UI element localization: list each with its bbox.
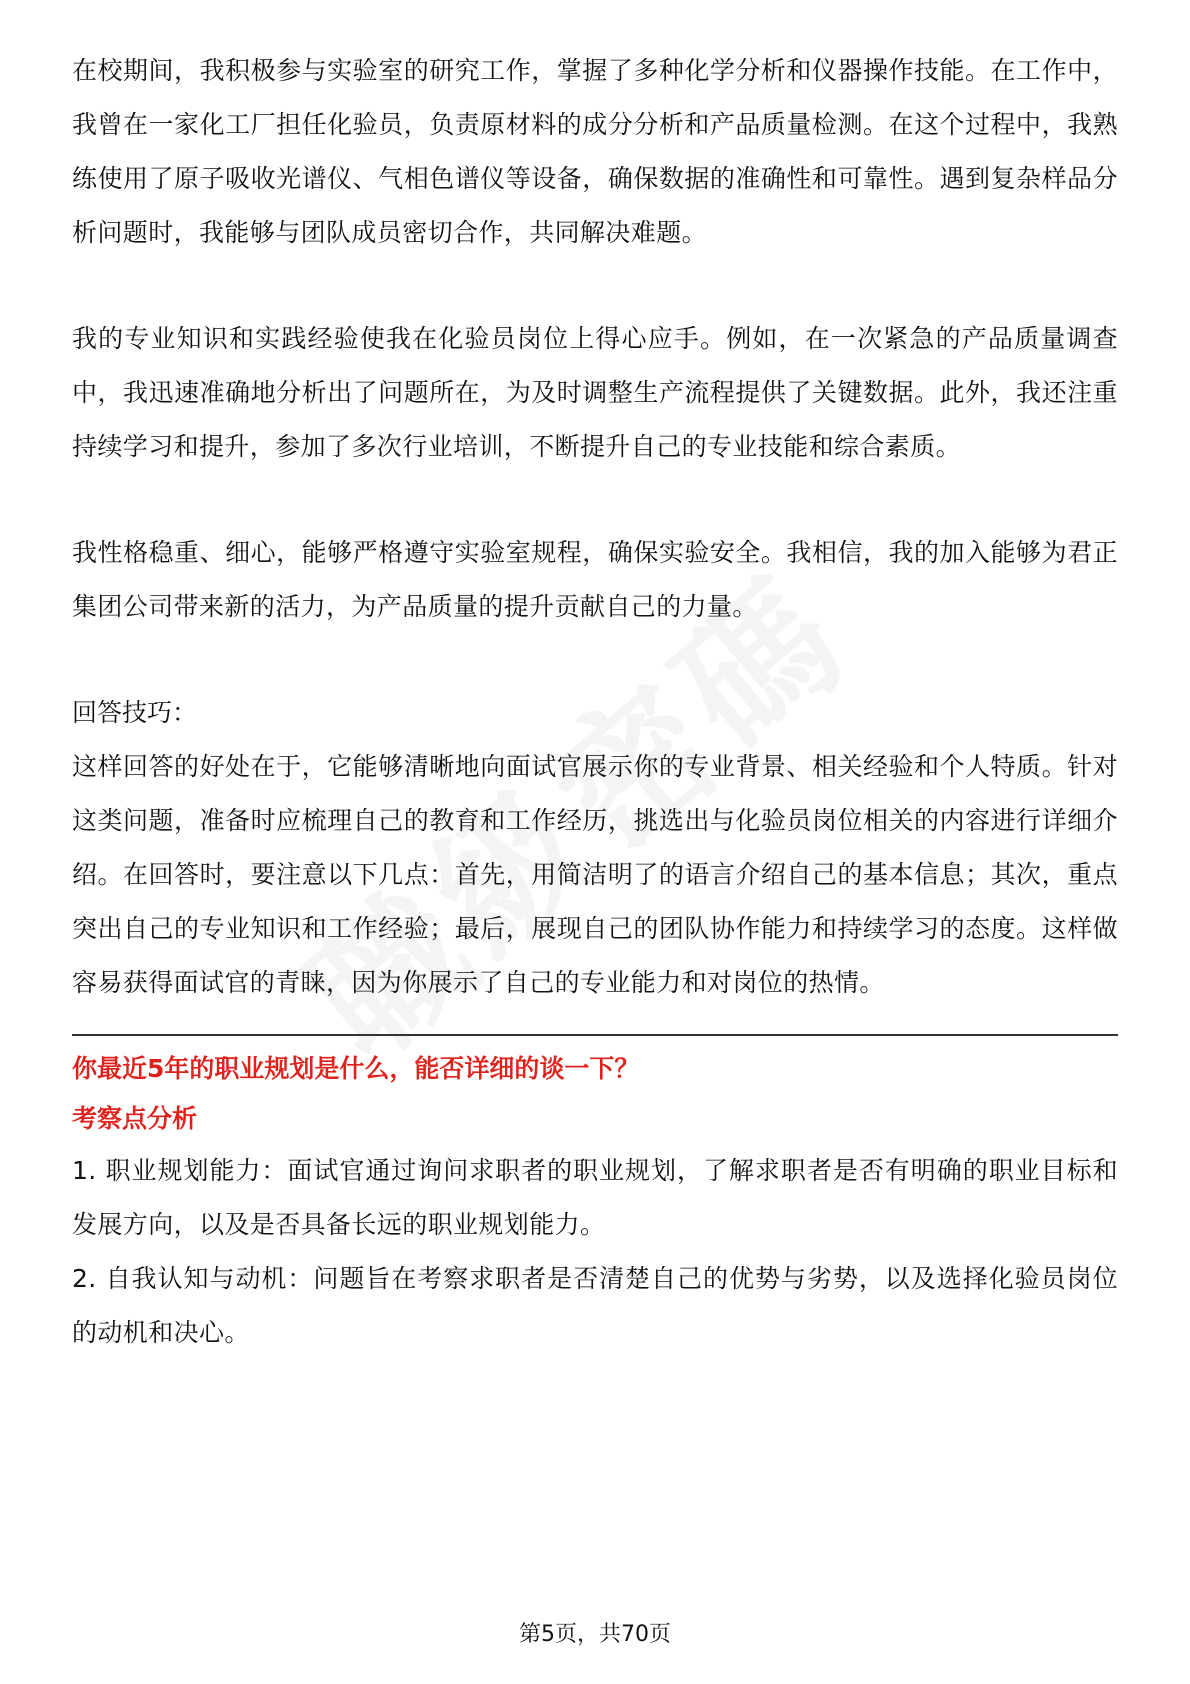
spacer (72, 260, 1118, 312)
answer-paragraph-3: 我性格稳重、细心，能够严格遵守实验室规程，确保实验安全。我相信，我的加入能够为君正集团公司带来新的活力，为产品质量的提升贡献自己的力量。 (72, 538, 1118, 621)
answer-paragraph-2: 我的专业知识和实践经验使我在化验员岗位上得心应手。例如，在一次紧急的产品质量调查中，我迅速准确地分析出了问题所在，为及时调整生产流程提供了关键数据。此外，我还注重持续学习和提升，参加了多次行业培训，不断提升自己的专业技能和综合素质。 (72, 324, 1118, 461)
answer-paragraph-1: 在校期间，我积极参与实验室的研究工作，掌握了多种化学分析和仪器操作技能。在工作中，我曾在一家化工厂担任化验员，负责原材料的成分分析和产品质量检测。在这个过程中，我熟练使用了原子吸收光谱仪、气相色谱仪等设备，确保数据的准确性和可靠性。遇到复杂样品分析问题时，我能够与团队成员密切合作，共同解决难题。 (72, 56, 1118, 247)
analysis-point-1: 1. 职业规划能力：面试官通过询问求职者的职业规划，了解求职者是否有明确的职业目标和发展方向，以及是否具备长远的职业规划能力。 (72, 1156, 1118, 1239)
tips-body: 这样回答的好处在于，它能够清晰地向面试官展示你的专业背景、相关经验和个人特质。针对这类问题，准备时应梳理自己的教育和工作经历，挑选出与化验员岗位相关的内容进行详细介绍。在回答时，要注意以下几点：首先，用简洁明了的语言介绍自己的基本信息；其次，重点突出自己的专业知识和工作经验；最后，展现自己的团队协作能力和持续学习的态度。这样做容易获得面试官的青睐，因为你展示了自己的专业能力和对岗位的热情。 (72, 752, 1118, 997)
interview-question: 你最近5年的职业规划是什么，能否详细的谈一下？ (72, 1054, 640, 1083)
section-divider (72, 1034, 1118, 1036)
spacer (72, 474, 1118, 526)
spacer (72, 634, 1118, 686)
analysis-heading: 考察点分析 (72, 1104, 198, 1133)
tips-title: 回答技巧： (72, 698, 198, 727)
analysis-point-2: 2. 自我认知与动机：问题旨在考察求职者是否清楚自己的优势与劣势，以及选择化验员岗位的动机和决心。 (72, 1264, 1118, 1347)
page-content (72, 44, 1118, 1360)
page-number: 第5页，共70页 (519, 1622, 671, 1647)
